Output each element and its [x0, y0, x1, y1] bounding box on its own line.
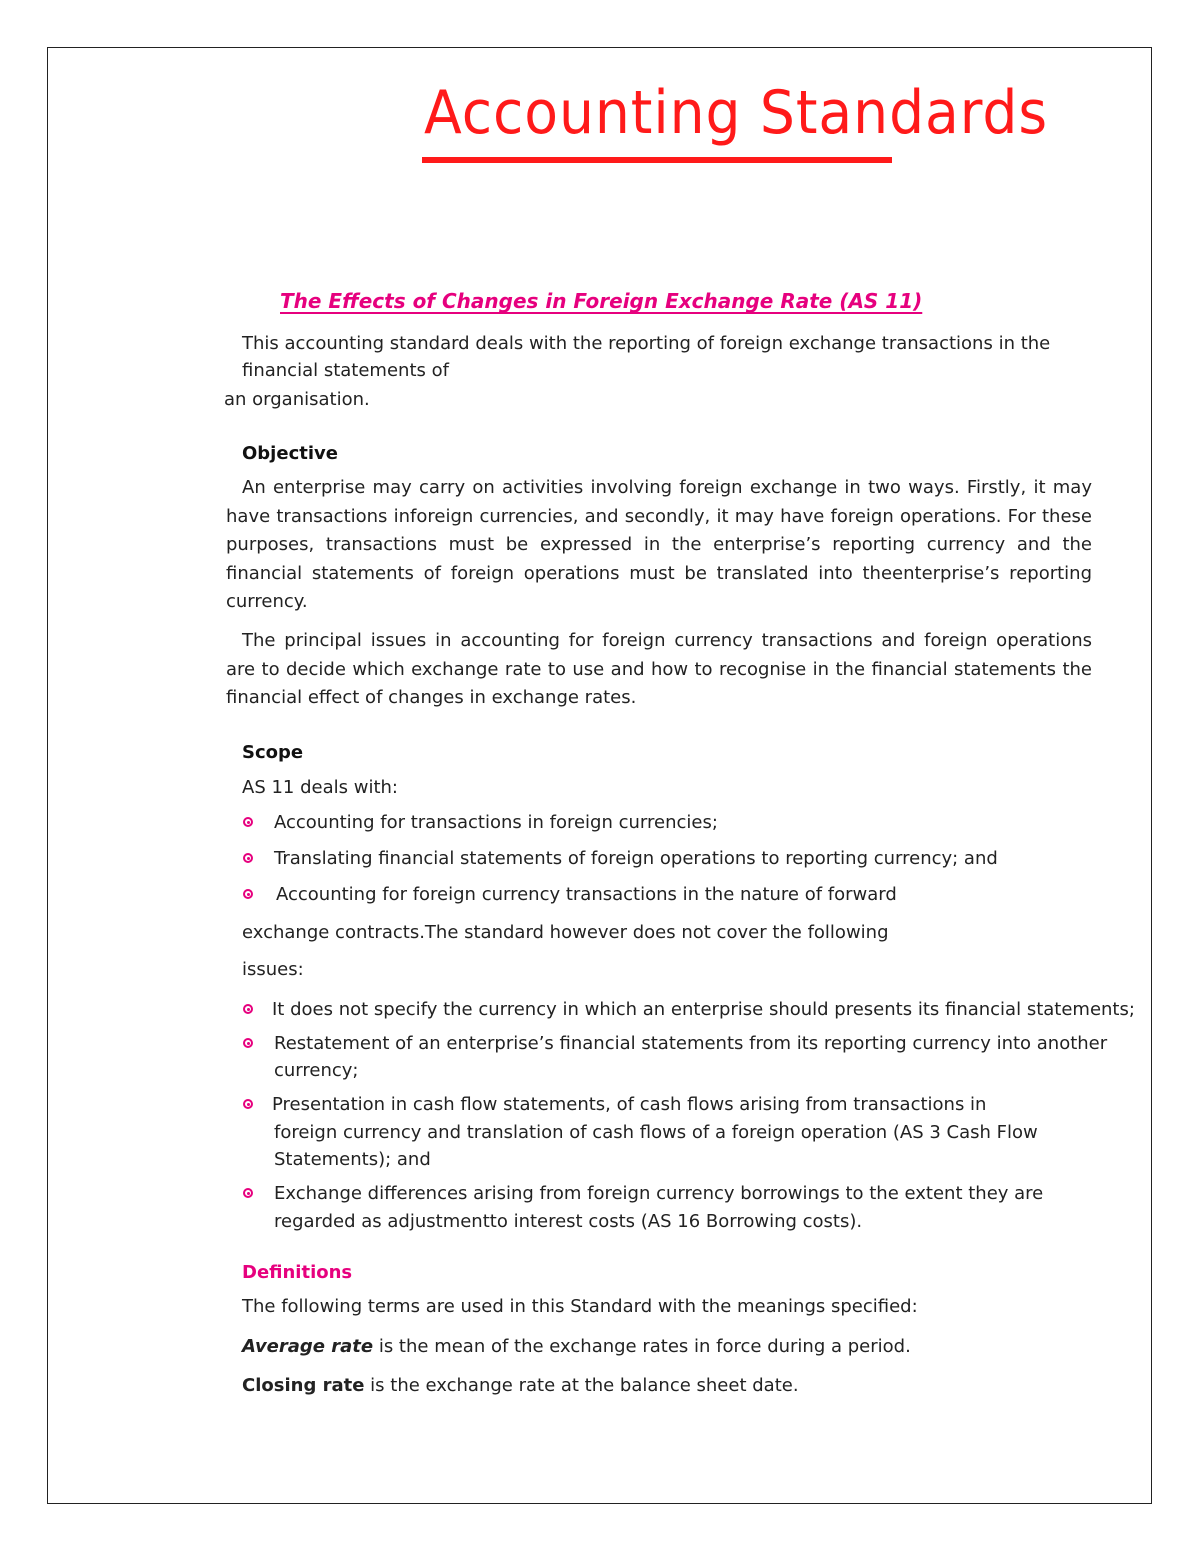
pink-circled-dot-icon [243, 1038, 253, 1048]
objective-paragraph-2: The principal issues in accounting for foreign currency transactions and foreign operations are to decide which exchange rate to use and how to recognise in the financial statements the financial effect of changes in exchange rates. [226, 630, 1092, 708]
exclusion-item: Presentation in cash flow statements, of cash flows arising from transactions in [272, 1094, 987, 1115]
scope-continuation: issues: [242, 959, 304, 980]
pink-circled-dot-icon [243, 853, 253, 863]
scope-heading: Scope [242, 742, 304, 763]
exclusion-item: It does not specify the currency in which an enterprise should presents its financial statements; [272, 999, 1135, 1020]
title-underline [422, 157, 892, 163]
scope-item: Accounting for foreign currency transactions in the nature of forward [276, 884, 897, 905]
definition-closing-rate [242, 1372, 799, 1400]
definitions-heading: Definitions [242, 1262, 353, 1283]
exclusion-item: Exchange differences arising from foreign currency borrowings to the extent they are [274, 1183, 1044, 1204]
definition-term: Average rate [242, 1336, 374, 1357]
exclusion-item-cont: foreign currency and translation of cash flows of a foreign operation (AS 3 Cash Flow [274, 1122, 1038, 1143]
section-title: The Effects of Changes in Foreign Exchange Rate (AS 11) [280, 289, 923, 313]
pink-circled-dot-icon [243, 1004, 253, 1014]
intro-line-3: an organisation. [224, 389, 370, 410]
exclusion-item-cont: regarded as adjustmentto interest costs (AS 16 Borrowing costs). [274, 1211, 863, 1232]
pink-circled-dot-icon [243, 1188, 253, 1198]
page-border [47, 47, 1152, 1504]
definition-text: is the mean of the exchange rates in force during a period. [373, 1336, 911, 1357]
pink-circled-dot-icon [243, 1099, 253, 1109]
scope-item: Accounting for transactions in foreign currencies; [274, 812, 718, 833]
scope-continuation: exchange contracts.The standard however does not cover the following [242, 922, 889, 943]
pink-circled-dot-icon [243, 817, 253, 827]
scope-item: Translating financial statements of foreign operations to reporting currency; and [274, 848, 998, 869]
exclusion-item-cont: Statements); and [274, 1149, 431, 1170]
objective-heading: Objective [242, 443, 338, 464]
definition-average-rate [242, 1333, 911, 1361]
scope-lead: AS 11 deals with: [242, 777, 398, 798]
objective-paragraph-1: An enterprise may carry on activities involving foreign exchange in two ways. Firstly, it may have transactions inforeign currencies, and secondly, it may have foreign operations. For these purposes, transactions must be expressed in the enterprise’s reporting currency and the financial statements of foreign operations must be translated into theenterprise’s reporting currency. [226, 477, 1092, 612]
exclusion-item: Restatement of an enterprise’s financial statements from its reporting currency into another [274, 1033, 1108, 1054]
definition-term: Closing rate [242, 1375, 365, 1396]
definition-text: is the exchange rate at the balance sheet date. [364, 1375, 799, 1396]
exclusion-item-cont: currency; [274, 1060, 359, 1081]
definitions-lead: The following terms are used in this Standard with the meanings specified: [242, 1296, 918, 1317]
pink-circled-dot-icon [243, 889, 253, 899]
intro-line-1: This accounting standard deals with the reporting of foreign exchange transactions in the [242, 333, 1051, 354]
intro-line-2: financial statements of [242, 360, 449, 381]
page-title: Accounting Standards [424, 78, 1049, 148]
